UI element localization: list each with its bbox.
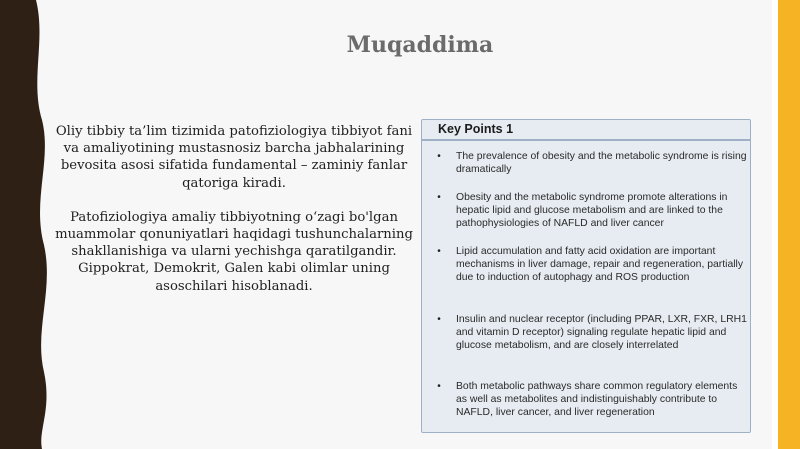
- bullet-icon: •: [437, 192, 441, 203]
- intro-paragraph-1: Oliy tibbiy ta’lim tizimida patofiziologiya tibbiyot fani va amaliyotining mustasnosiz barcha jabhalarining bevosita asosi sifatida fundamental – zaminiy fanlar qatoriga kiradi.: [55, 124, 413, 191]
- key-point-text: Both metabolic pathways share common regulatory elements as well as metabolites and indistinguishably contribute to NAFLD, liver cancer, and liver regeneration: [456, 381, 738, 419]
- key-point-text: Obesity and the metabolic syndrome promote alterations in hepatic lipid and glucose metabolism and are linked to the pathophysiologies of NAFLD and liver cancer: [456, 192, 728, 230]
- bullet-icon: •: [437, 246, 441, 257]
- intro-text: [54, 123, 414, 312]
- bullet-icon: •: [437, 151, 441, 162]
- wavy-band-shape: [0, 0, 50, 449]
- key-points-list: [422, 120, 750, 432]
- key-point-text: The prevalence of obesity and the metabolic syndrome is rising dramatically: [456, 151, 747, 176]
- key-point-text: Insulin and nuclear receptor (including PPAR, LXR, FXR, LRH1 and vitamin D receptor) signaling regulate hepatic lipid and glucose metabolism, and are closely interrelated: [456, 314, 747, 352]
- key-points-title: Key Points 1: [438, 122, 514, 136]
- key-points-box: [421, 119, 751, 433]
- bullet-icon: •: [437, 314, 441, 325]
- left-decorative-band: [0, 0, 50, 449]
- slide-title: Muqaddima: [346, 32, 494, 58]
- key-point-text: Lipid accumulation and fatty acid oxidation are important mechanisms in liver damage, repair and regeneration, partially due to induction of autophagy and ROS production: [456, 246, 744, 284]
- bullet-icon: •: [437, 381, 441, 392]
- right-accent-band: [778, 0, 800, 449]
- intro-paragraph-2: Patofiziologiya amaliy tibbiyotning o‘zagi bo'lgan muammolar qonuniyatlari haqidagi tushunchalarning shakllanishiga va ularni yechishga qaratilgandir. Gippokrat, Demokrit, Galen kabi olimlar uning asoschilari hisoblanadi.: [55, 209, 413, 294]
